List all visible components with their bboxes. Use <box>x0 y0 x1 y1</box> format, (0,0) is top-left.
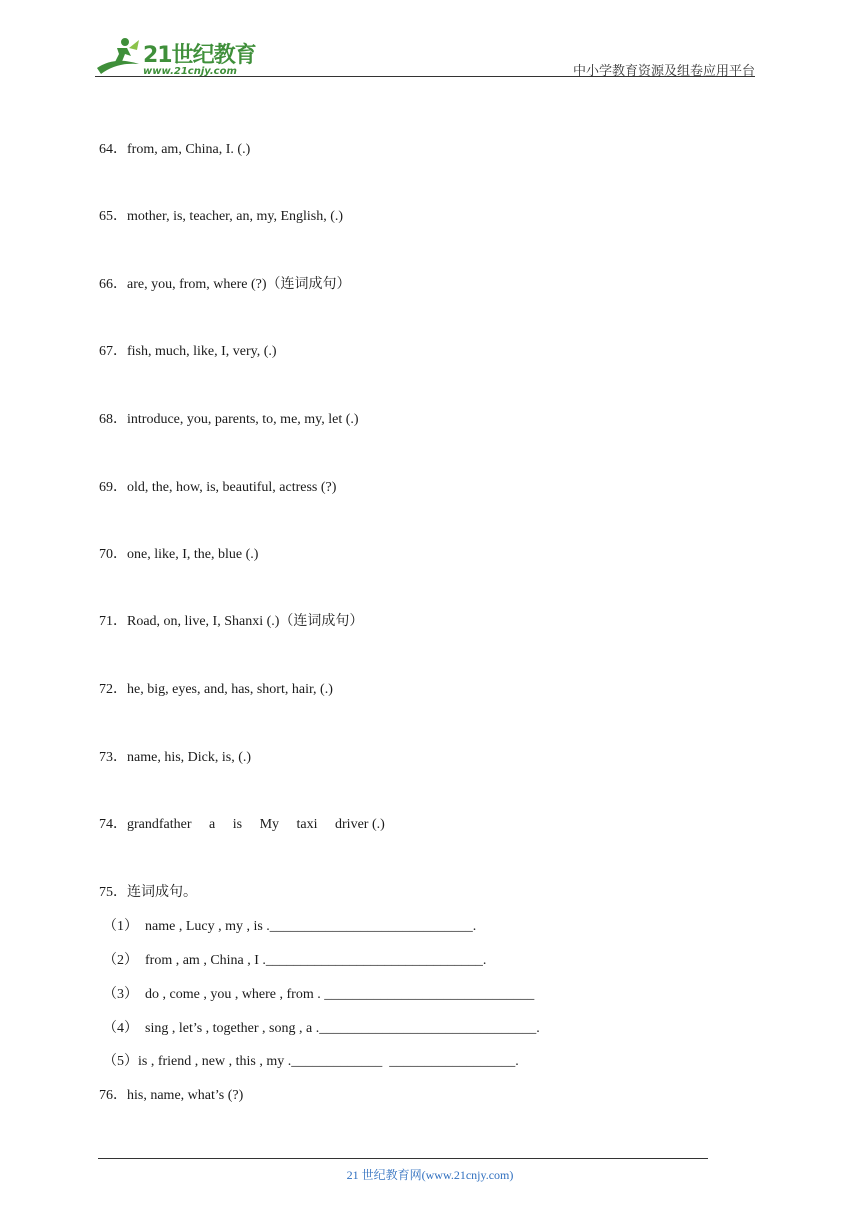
question-69 <box>99 479 336 497</box>
question-number: 74． <box>99 817 127 832</box>
subitem-4: （4） sing , let’s , together , song , a ._______________________________. <box>103 1021 540 1036</box>
platform-name: 中小学教育资源及组卷应用平台 <box>572 64 755 79</box>
footer-text: 21 世纪教育网(www.21cnjy.com) <box>346 1168 514 1182</box>
question-text: old, the, how, is, beautiful, actress (?) <box>127 480 337 495</box>
question-text: one, like, I, the, blue (.) <box>127 547 259 562</box>
page-header <box>95 30 755 78</box>
footer-divider <box>98 1158 708 1159</box>
logo-url: www.21cnjy.com <box>143 66 237 77</box>
question-text: 连词成句。 <box>127 885 197 900</box>
subitem-2: （2） from , am , China , I ._______________________________. <box>103 953 487 968</box>
question-68 <box>99 411 359 429</box>
question-72 <box>99 681 333 699</box>
question-66 <box>99 276 351 294</box>
question-text: introduce, you, parents, to, me, my, let (.) <box>127 412 359 427</box>
subitem-5: （5）is , friend , new , this , my ._____________ __________________. <box>103 1054 519 1069</box>
question-75 <box>99 884 197 902</box>
question-number: 68． <box>99 412 127 427</box>
question-text: he, big, eyes, and, has, short, hair, (.) <box>127 682 333 697</box>
question-73 <box>99 749 251 767</box>
question-number: 73． <box>99 750 127 765</box>
question-67 <box>99 343 277 361</box>
header-divider <box>95 76 755 77</box>
question-number: 69． <box>99 480 127 495</box>
question-text: Road, on, live, I, Shanxi (.)（连词成句） <box>127 614 364 629</box>
question-70 <box>99 546 258 564</box>
site-logo <box>95 34 265 78</box>
question-number: 70． <box>99 547 127 562</box>
question-text: from, am, China, I. (.) <box>127 142 251 157</box>
question-number: 65． <box>99 209 127 224</box>
question-74 <box>99 816 385 834</box>
question-number: 66． <box>99 277 127 292</box>
logo-text: 21世纪教育 <box>143 43 256 68</box>
question-64 <box>99 141 250 159</box>
question-text: mother, is, teacher, an, my, English, (.) <box>127 209 344 224</box>
question-text: fish, much, like, I, very, (.) <box>127 344 277 359</box>
subitem-3: （3） do , come , you , where , from . ______________________________ <box>103 987 535 1002</box>
question-number: 72． <box>99 682 127 697</box>
question-76 <box>99 1087 243 1105</box>
question-text: grandfather a is My taxi driver (.) <box>127 817 385 832</box>
question-number: 71． <box>99 614 127 629</box>
question-number: 75． <box>99 885 127 900</box>
question-number: 76． <box>99 1088 127 1103</box>
question-text: name, his, Dick, is, (.) <box>127 750 252 765</box>
question-number: 64． <box>99 142 127 157</box>
question-number: 67． <box>99 344 127 359</box>
question-65 <box>99 208 343 226</box>
question-text: his, name, what’s (?) <box>127 1088 244 1103</box>
question-71 <box>99 613 363 631</box>
subitem-1: （1） name , Lucy , my , is ._____________________________. <box>103 919 477 934</box>
question-text: are, you, from, where (?)（连词成句） <box>127 277 351 292</box>
runner-logo-icon <box>95 34 145 78</box>
